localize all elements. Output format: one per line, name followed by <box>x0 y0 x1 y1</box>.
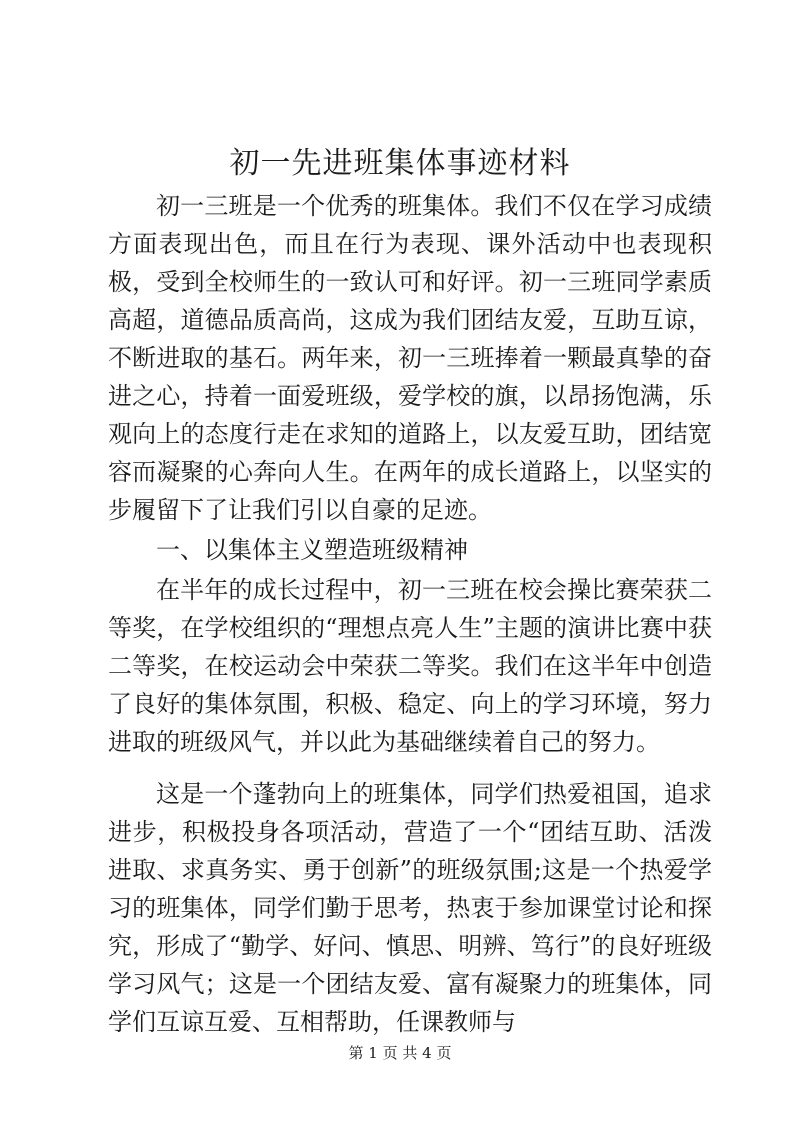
paragraph-achievements: 在半年的成长过程中，初一三班在校会操比赛荣获二等奖，在学校组织的“理想点亮人生”主题的演讲比赛中获二等奖，在校运动会中荣获二等奖。我们在这半年中创造了良好的集体氛围，积极、稳定、向上的学习环境，努力进取的班级风气，并以此为基础继续着自己的努力。 <box>108 576 712 756</box>
paragraph-class-description: 这是一个蓬勃向上的班集体，同学们热爱祖国，追求进步，积极投身各项活动，营造了一个“团结互助、活泼进取、求真务实、勇于创新”的班级氛围;这是一个热爱学习的班集体，同学们勤于思考，热衷于参加课堂讨论和探究，形成了“勤学、好问、慎思、明辨、笃行”的良好班级学习风气；这是一个团结友爱、富有凝聚力的班集体，同学们互谅互爱、互相帮助，任课教师与 <box>108 780 712 1036</box>
page-footer: 第 1 页 共 4 页 <box>348 1044 452 1062</box>
section-heading: 一、以集体主义塑造班级精神 <box>156 536 468 564</box>
document-title: 初一先进班集体事迹材料 <box>229 146 571 181</box>
paragraph-intro: 初一三班是一个优秀的班集体。我们不仅在学习成绩方面表现出色，而且在行为表现、课外活动中也表现积极，受到全校师生的一致认可和好评。初一三班同学素质高超，道德品质高尚，这成为我们团结友爱，互助互谅，不断进取的基石。两年来，初一三班捧着一颗最真挚的奋进之心，持着一面爱班级，爱学校的旗，以昂扬饱满，乐观向上的态度行走在求知的道路上，以友爱互助，团结宽容而凝聚的心奔向人生。在两年的成长道路上，以坚实的步履留下了让我们引以自豪的足迹。 <box>108 192 712 524</box>
document-body <box>108 187 712 1041</box>
